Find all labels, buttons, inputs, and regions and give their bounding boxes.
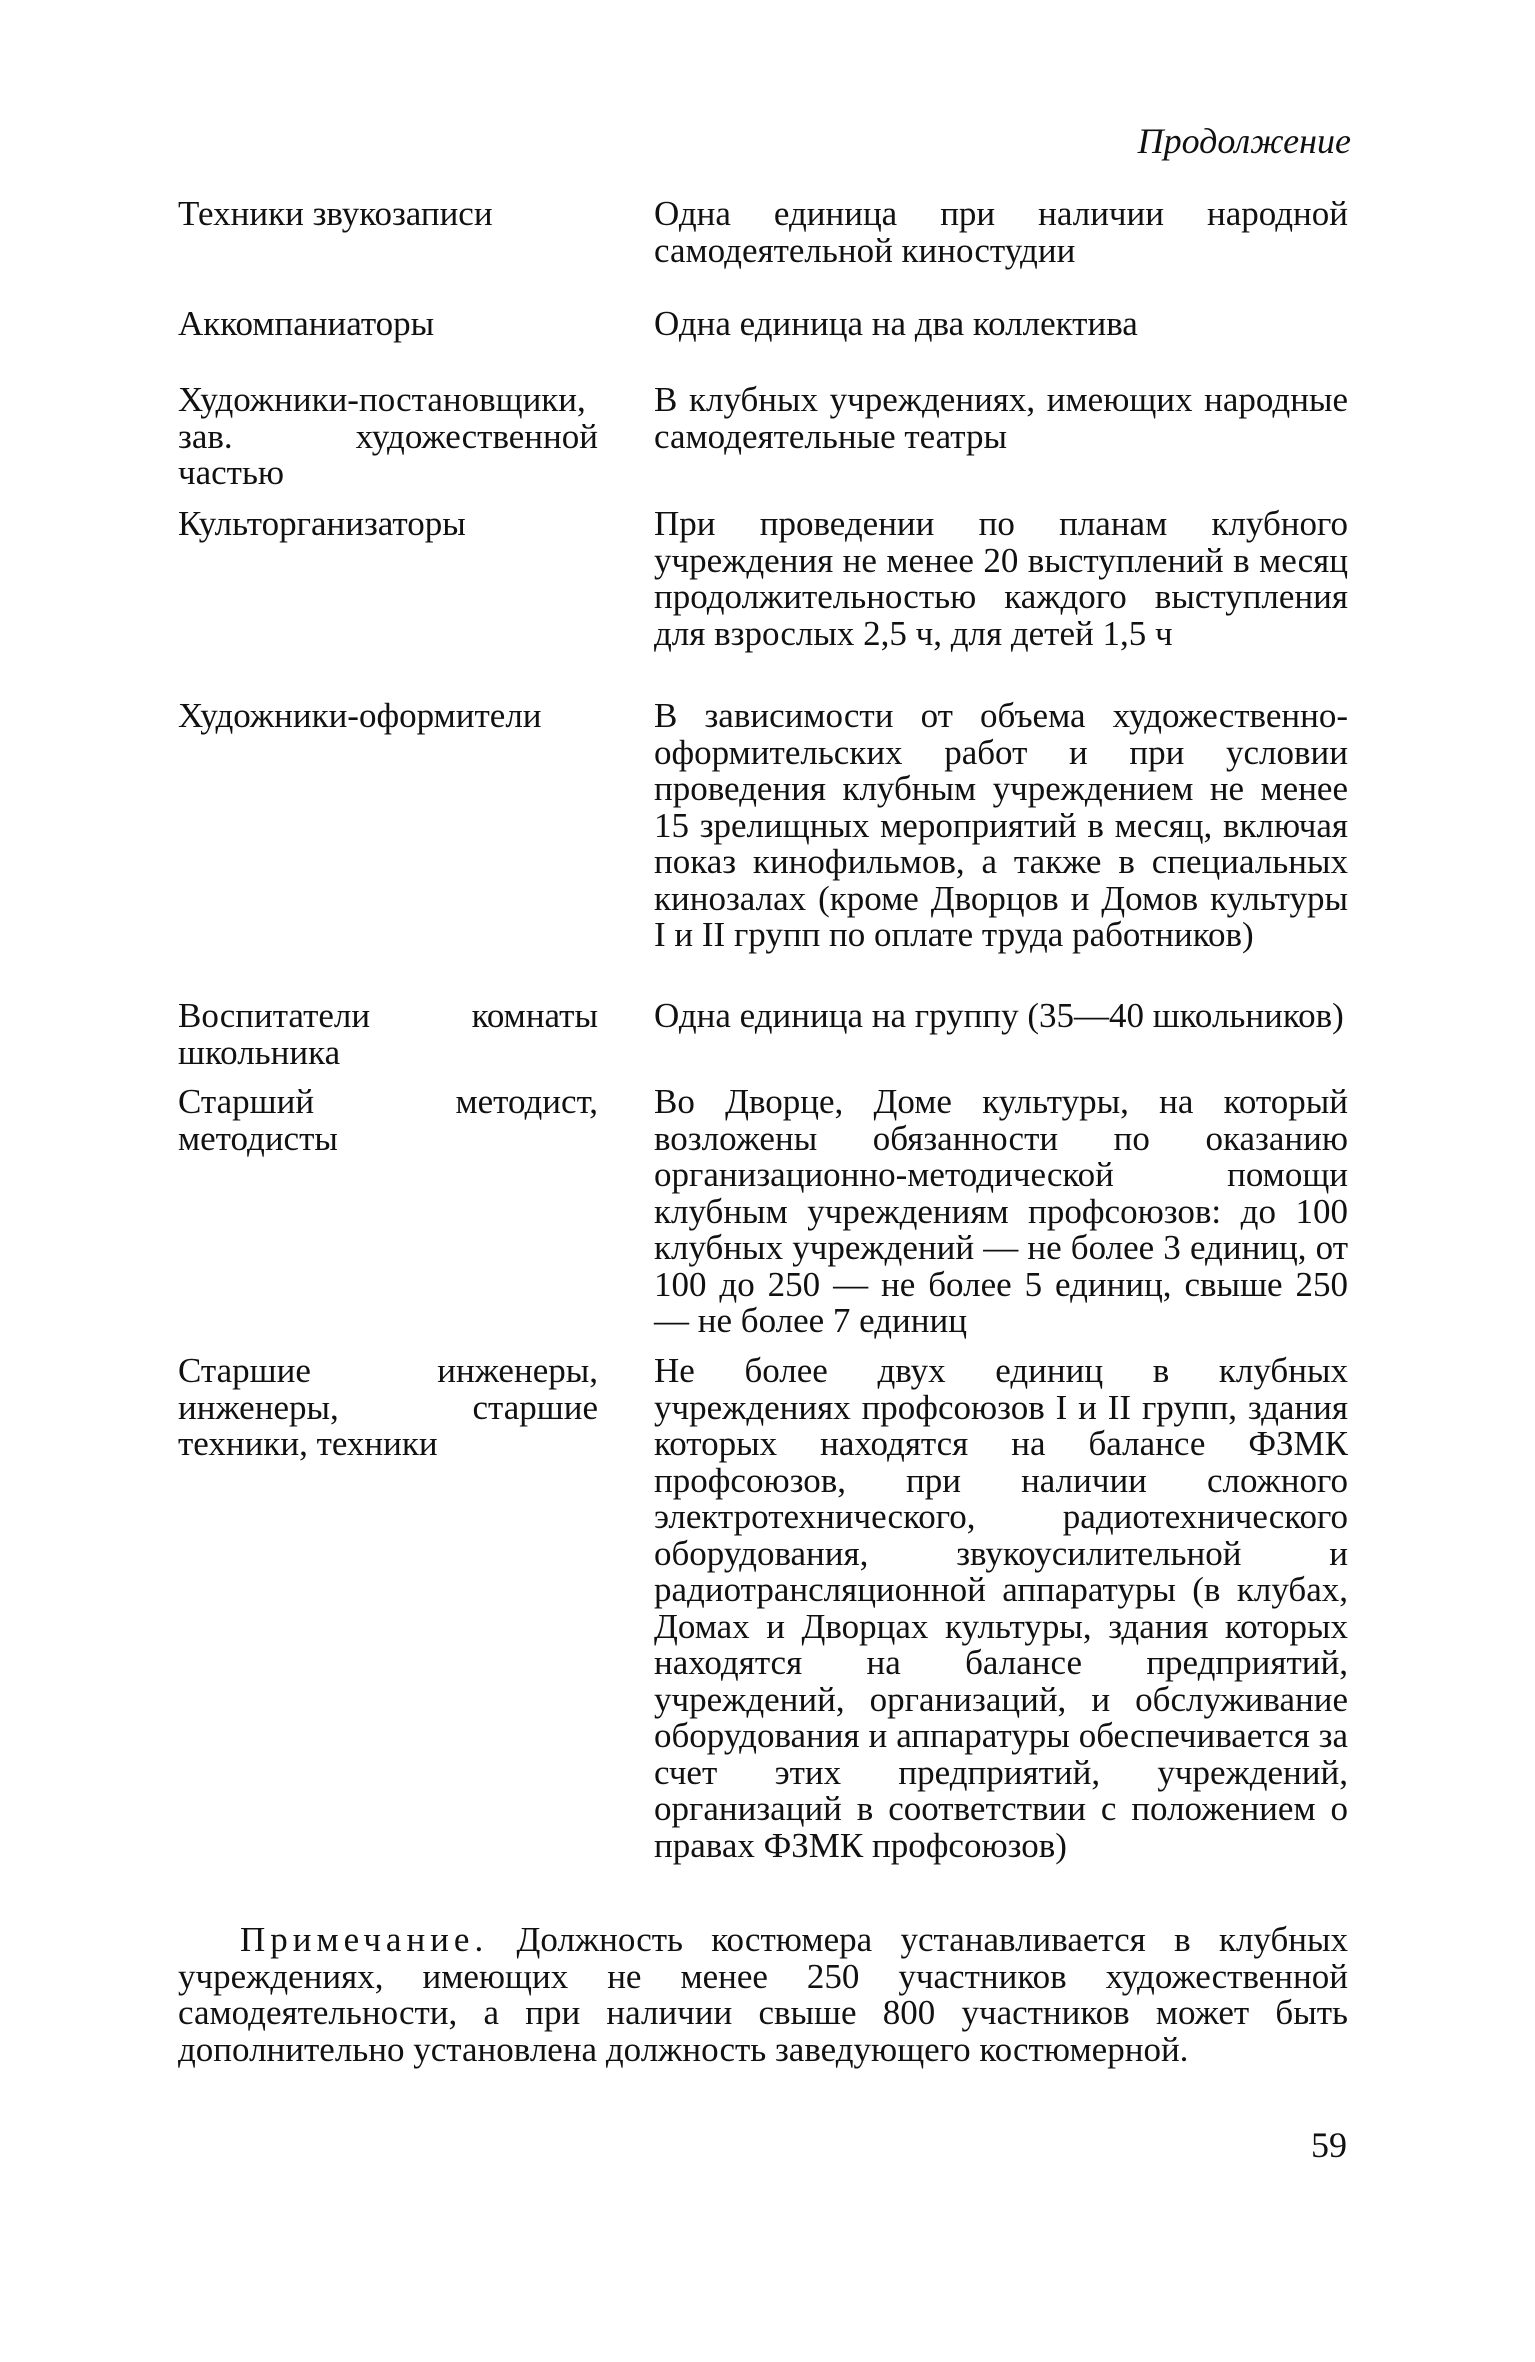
table-row	[178, 1084, 608, 1157]
position-cell: Художники-постановщики, зав. художественной частью	[178, 380, 598, 492]
table-row	[178, 306, 608, 343]
table-row	[178, 998, 608, 1071]
table-row	[178, 1353, 608, 1463]
position-cell: Воспитатели комнаты школьника	[178, 996, 598, 1072]
position-cell: Художники-оформители	[178, 696, 542, 735]
position-cell: Аккомпаниаторы	[178, 304, 435, 343]
description-cell: Во Дворце, Доме культуры, на который возложены обязанности по оказанию организационно-методической помощи клубным учреждениям профсоюзов: до 100 клубных учреждений — не более 3 единиц, от 100 до 250 — не более 5 единиц, свыше 250 — не более 7 единиц	[654, 1082, 1348, 1340]
note-text: Должность костюмера устанавливается в клубных учреждениях, имеющих не менее 250 участников художественной самодеятельности, а при наличии свыше 800 участников может быть дополнительно установлена должность заведующего костюмерной.	[178, 1920, 1349, 2069]
continuation-label: Продолжение	[1137, 121, 1351, 161]
description-cell: Одна единица на два коллектива	[654, 304, 1138, 343]
description-cell: При проведении по планам клубного учреждения не менее 20 выступлений в месяц продолжительностью каждого выступления для взрослых 2,5 ч, для детей 1,5 ч	[654, 504, 1348, 653]
page-number: 59	[1311, 2125, 1347, 2165]
description-cell: В зависимости от объема художественно-оформительских работ и при условии проведения клубным учреждением не менее 15 зрелищных мероприятий в месяц, включая показ кинофильмов, а также в специальных кинозалах (кроме Дворцов и Домов культуры I и II групп по оплате труда работников)	[654, 696, 1348, 954]
position-cell: Старший методист, методисты	[178, 1082, 598, 1158]
description-cell: Одна единица на группу (35—40 школьников)	[654, 996, 1344, 1035]
position-cell: Техники звукозаписи	[178, 194, 493, 233]
table-row	[178, 196, 608, 233]
table-row	[178, 506, 608, 543]
position-cell: Культорганизаторы	[178, 504, 466, 543]
footnote	[178, 1922, 1348, 2068]
description-cell: Одна единица при наличии народной самодеятельной киностудии	[654, 194, 1348, 270]
description-cell: В клубных учреждениях, имеющих народные самодеятельные театры	[654, 380, 1348, 456]
position-cell: Старшие инженеры, инженеры, старшие техники, техники	[178, 1351, 598, 1463]
table-row	[178, 382, 608, 492]
note-label: Примечание.	[240, 1920, 489, 1959]
description-cell: Не более двух единиц в клубных учреждениях профсоюзов I и II групп, здания которых находятся на балансе ФЗМК профсоюзов, при наличии сложного электротехнического, радиотехнического оборудования, звукоусилительной и радиотрансляционной аппаратуры (в клубах, Домах и Дворцах культуры, здания которых находятся на балансе предприятий, учреждений, организаций, и обслуживание оборудования и аппаратуры обеспечивается за счет этих предприятий, учреждений, организаций в соответствии с положением о правах ФЗМК профсоюзов)	[654, 1351, 1348, 1865]
table-row	[178, 698, 608, 735]
